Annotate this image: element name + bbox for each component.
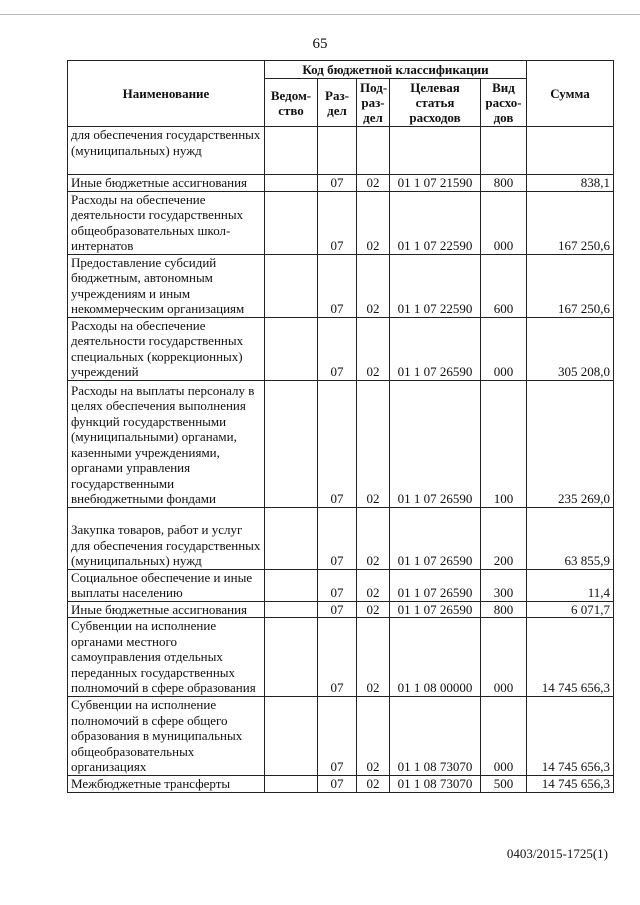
row-vid: 200 (481, 507, 527, 569)
row-name: Субвенции на исполнение полномочий в сфере общего образования в муниципальных общеобразовательных организациях (68, 696, 265, 775)
row-razdel: 07 (318, 618, 357, 697)
row-name: Субвенции на исполнение органами местного самоуправления отдельных переданных государственных полномочий в сфере образования (68, 618, 265, 697)
header-sum: Сумма (527, 61, 614, 127)
row-vid: 800 (481, 601, 527, 618)
page-number: 65 (312, 36, 328, 52)
row-vid: 600 (481, 254, 527, 317)
row-podrazdel: 02 (357, 696, 390, 775)
row-sum: 63 855,9 (527, 507, 614, 569)
row-name: для обеспечения государственных (муниципальных) нужд (68, 127, 265, 175)
row-podrazdel: 02 (357, 380, 390, 507)
table-row (68, 317, 614, 380)
row-sum: 167 250,6 (527, 254, 614, 317)
row-sum: 14 745 656,3 (527, 696, 614, 775)
table-row (68, 601, 614, 618)
row-name: Расходы на обеспечение деятельности государственных специальных (коррекционных) учреждений (68, 317, 265, 380)
row-podrazdel (357, 127, 390, 175)
row-sum: 14 745 656,3 (527, 775, 614, 792)
row-razdel (318, 127, 357, 175)
row-razdel: 07 (318, 254, 357, 317)
row-target: 01 1 07 26590 (390, 569, 481, 601)
row-podrazdel: 02 (357, 254, 390, 317)
header-vedomstvo-text: Ведом- ство (270, 87, 312, 118)
row-vid: 800 (481, 175, 527, 192)
row-vid: 300 (481, 569, 527, 601)
header-podrazdel (357, 79, 390, 127)
row-target: 01 1 07 26590 (390, 601, 481, 618)
header-vid-text: Вид расхо- дов (485, 80, 522, 125)
row-razdel: 07 (318, 775, 357, 792)
table-row (68, 618, 614, 697)
row-name: Предоставление субсидий бюджетным, автономным учреждениям и иным некоммерческим организациям (68, 254, 265, 317)
row-vedomstvo (265, 127, 318, 175)
row-target: 01 1 07 22590 (390, 191, 481, 254)
header-vid (481, 79, 527, 127)
row-target: 01 1 07 26590 (390, 317, 481, 380)
header-name: Наименование (68, 61, 265, 127)
row-podrazdel: 02 (357, 507, 390, 569)
row-target: 01 1 08 73070 (390, 696, 481, 775)
row-razdel: 07 (318, 191, 357, 254)
table-row (68, 254, 614, 317)
table-row (68, 175, 614, 192)
row-razdel: 07 (318, 175, 357, 192)
row-vid: 000 (481, 696, 527, 775)
row-razdel: 07 (318, 507, 357, 569)
row-sum: 838,1 (527, 175, 614, 192)
row-vid: 000 (481, 618, 527, 697)
row-podrazdel: 02 (357, 601, 390, 618)
table-row (68, 507, 614, 569)
row-razdel: 07 (318, 317, 357, 380)
row-target: 01 1 07 26590 (390, 380, 481, 507)
row-vedomstvo (265, 380, 318, 507)
row-name: Межбюджетные трансферты (68, 775, 265, 792)
row-target: 01 1 07 21590 (390, 175, 481, 192)
row-sum: 235 269,0 (527, 380, 614, 507)
header-podrazdel-text: Под- раз- дел (360, 80, 388, 125)
row-razdel: 07 (318, 569, 357, 601)
table-row (68, 191, 614, 254)
row-name: Расходы на выплаты персоналу в целях обеспечения выполнения функций государственными (муниципальными) органами, казенными учреждениями, органами управления государственными внебюджетными фондами (68, 380, 265, 507)
row-sum: 305 208,0 (527, 317, 614, 380)
row-sum (527, 127, 614, 175)
row-podrazdel: 02 (357, 191, 390, 254)
row-podrazdel: 02 (357, 775, 390, 792)
row-name: Иные бюджетные ассигнования (68, 175, 265, 192)
budget-table (67, 60, 614, 793)
header-razdel-text: Раз- дел (325, 87, 349, 118)
row-vedomstvo (265, 775, 318, 792)
header-vedomstvo (265, 79, 318, 127)
table-row (68, 696, 614, 775)
row-vid: 100 (481, 380, 527, 507)
row-podrazdel: 02 (357, 317, 390, 380)
row-razdel: 07 (318, 601, 357, 618)
row-vedomstvo (265, 175, 318, 192)
row-name: Расходы на обеспечение деятельности государственных общеобразовательных школ-интернатов (68, 191, 265, 254)
row-name: Социальное обеспечение и иные выплаты населению (68, 569, 265, 601)
row-vedomstvo (265, 618, 318, 697)
row-razdel: 07 (318, 696, 357, 775)
row-podrazdel: 02 (357, 569, 390, 601)
table-row (68, 380, 614, 507)
row-vid: 500 (481, 775, 527, 792)
row-vedomstvo (265, 569, 318, 601)
row-target: 01 1 08 00000 (390, 618, 481, 697)
row-vedomstvo (265, 696, 318, 775)
row-vedomstvo (265, 601, 318, 618)
row-vedomstvo (265, 191, 318, 254)
row-podrazdel: 02 (357, 175, 390, 192)
row-vedomstvo (265, 254, 318, 317)
row-vid: 000 (481, 317, 527, 380)
row-vedomstvo (265, 507, 318, 569)
row-sum: 14 745 656,3 (527, 618, 614, 697)
table-row (68, 569, 614, 601)
header-razdel (318, 79, 357, 127)
row-sum: 11,4 (527, 569, 614, 601)
row-sum: 167 250,6 (527, 191, 614, 254)
row-vid: 000 (481, 191, 527, 254)
row-sum: 6 071,7 (527, 601, 614, 618)
row-name: Иные бюджетные ассигнования (68, 601, 265, 618)
row-vid (481, 127, 527, 175)
row-razdel: 07 (318, 380, 357, 507)
header-target-text: Целевая статья расходов (409, 80, 461, 125)
row-target: 01 1 07 26590 (390, 507, 481, 569)
row-name: Закупка товаров, работ и услуг для обеспечения государственных (муниципальных) нужд (68, 507, 265, 569)
row-vedomstvo (265, 317, 318, 380)
footer-document-code: 0403/2015-1725(1) (506, 846, 608, 861)
table-row (68, 127, 614, 175)
row-podrazdel: 02 (357, 618, 390, 697)
row-target: 01 1 08 73070 (390, 775, 481, 792)
table-row (68, 775, 614, 792)
row-target: 01 1 07 22590 (390, 254, 481, 317)
top-edge-line (0, 14, 640, 15)
header-target (390, 79, 481, 127)
header-code-group: Код бюджетной классификации (265, 61, 527, 79)
row-target (390, 127, 481, 175)
